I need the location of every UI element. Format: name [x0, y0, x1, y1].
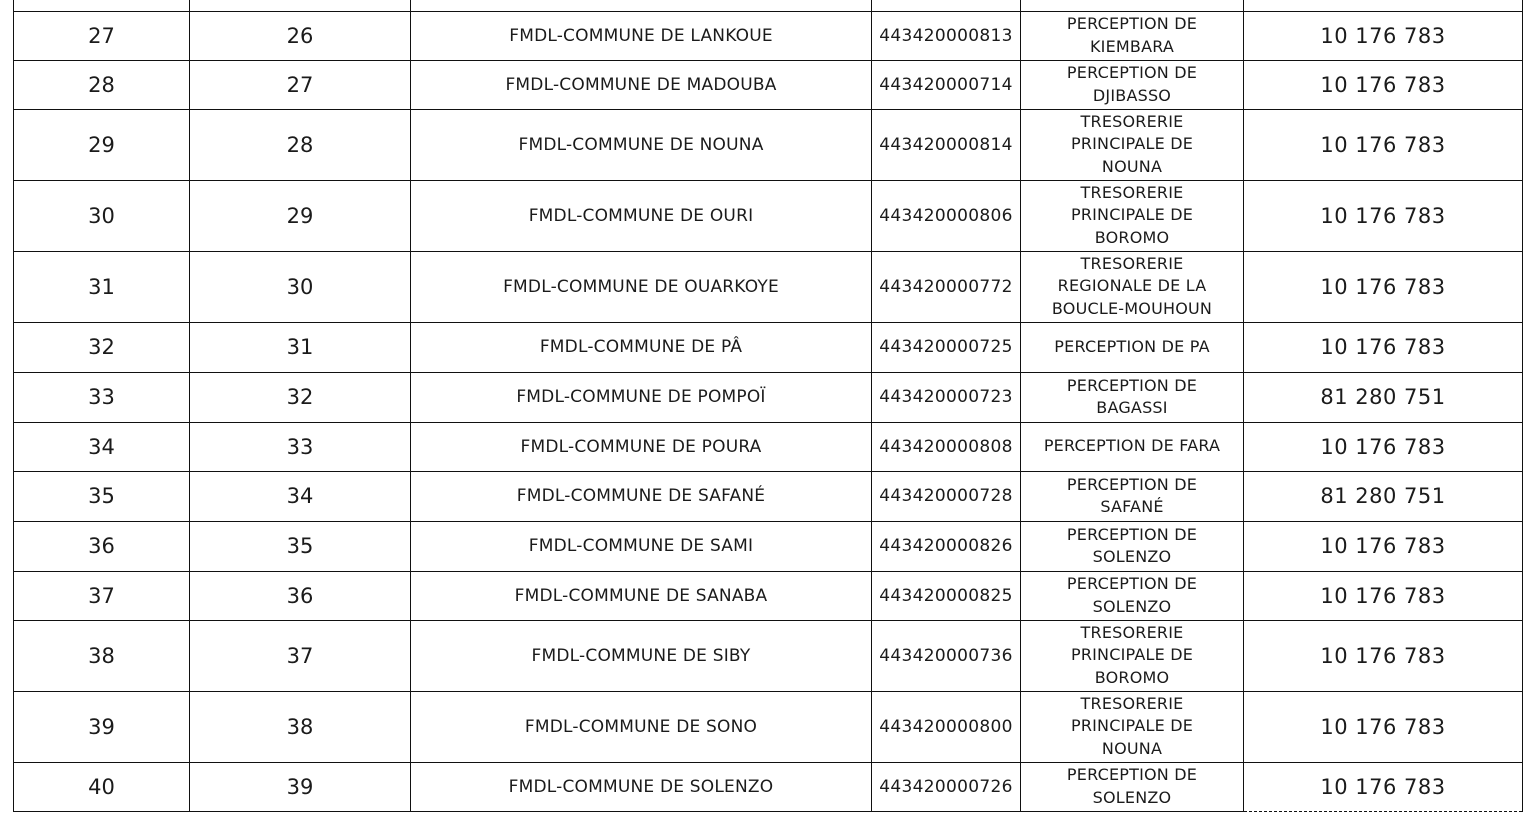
- account-number-cell: 443420000806: [872, 180, 1021, 251]
- amount-cell: 10 176 783: [1244, 762, 1523, 811]
- row-index-cell: 36: [190, 571, 411, 620]
- amount-cell: 10 176 783: [1244, 521, 1523, 571]
- paying-office-line: TRESORERIE: [1080, 693, 1184, 713]
- paying-office-line: BOUCLE-MOUHOUN: [1051, 298, 1213, 318]
- transfer-table: [13, 0, 1523, 812]
- paying-office-line: NOUNA: [1101, 738, 1163, 758]
- row-index-cell: 30: [190, 251, 411, 322]
- table-row: [14, 251, 1523, 322]
- table-row: [14, 109, 1523, 180]
- commune-name-cell: FMDL-COMMUNE DE SOLENZO: [411, 762, 872, 811]
- paying-office-line: PERCEPTION DE: [1066, 14, 1198, 33]
- row-index-cell: 28: [190, 109, 411, 180]
- paying-office-line: SOLENZO: [1092, 547, 1172, 566]
- paying-office-line: TRESORERIE: [1080, 253, 1184, 273]
- commune-name-cell: FMDL-COMMUNE DE SAFANÉ: [411, 471, 872, 521]
- paying-office-cell: [1021, 691, 1244, 762]
- amount-cell: 81 280 751: [1244, 372, 1523, 422]
- account-number-cell: 443420000808: [872, 422, 1021, 471]
- row-number-cell: 27: [14, 11, 190, 60]
- paying-office-cell: [1021, 180, 1244, 251]
- transfer-table-body: [14, 0, 1523, 811]
- amount-cell: 10 176 783: [1244, 109, 1523, 180]
- table-row: [14, 11, 1523, 60]
- amount-cell: 10 176 783: [1244, 322, 1523, 372]
- row-number-cell: 32: [14, 322, 190, 372]
- table-row: [14, 60, 1523, 109]
- row-number-cell: 39: [14, 691, 190, 762]
- row-index-cell: 26: [190, 11, 411, 60]
- table-row: [14, 521, 1523, 571]
- table-row: [14, 322, 1523, 372]
- amount-cell: 10 176 783: [1244, 620, 1523, 691]
- paying-office-line: PRINCIPALE DE: [1070, 645, 1194, 665]
- account-number-cell: 443420000725: [872, 322, 1021, 372]
- paying-office-cell: [1021, 471, 1244, 521]
- commune-name-cell: FMDL-COMMUNE DE OURI: [411, 180, 872, 251]
- paying-office-line: PRINCIPALE DE: [1070, 205, 1194, 225]
- paying-office-cell: [1021, 109, 1244, 180]
- paying-office-line: PERCEPTION DE: [1066, 574, 1198, 593]
- commune-name-cell: FMDL-COMMUNE DE POMPOÏ: [411, 372, 872, 422]
- row-index-cell: 29: [190, 180, 411, 251]
- account-number-cell: 443420000714: [872, 60, 1021, 109]
- paying-office-cell: [1021, 422, 1244, 471]
- table-row: [14, 422, 1523, 471]
- paying-office-cell: [1021, 571, 1244, 620]
- amount-cell: 10 176 783: [1244, 691, 1523, 762]
- paying-office-line: PERCEPTION DE: [1066, 474, 1198, 494]
- commune-name-cell: FMDL-COMMUNE DE PÂ: [411, 322, 872, 372]
- paying-office-cell: [1021, 60, 1244, 109]
- table-row: [14, 571, 1523, 620]
- row-number-cell: 33: [14, 372, 190, 422]
- amount-cell: 10 176 783: [1244, 251, 1523, 322]
- paying-office-line: TRESORERIE: [1080, 111, 1184, 131]
- paying-office-line: NOUNA: [1101, 156, 1163, 176]
- amount-cell: 10 176 783: [1244, 571, 1523, 620]
- paying-office-cell: [1021, 372, 1244, 422]
- paying-office-line: BAGASSI: [1096, 398, 1168, 417]
- amount-cell: 10 176 783: [1244, 11, 1523, 60]
- paying-office-line: PRINCIPALE DE: [1070, 716, 1194, 736]
- table-row: [14, 620, 1523, 691]
- account-number-cell: 443420000800: [872, 691, 1021, 762]
- paying-office-cell: [1021, 11, 1244, 60]
- paying-office-cell: [1021, 762, 1244, 811]
- account-number-cell: 443420000736: [872, 620, 1021, 691]
- row-number-cell: 31: [14, 251, 190, 322]
- commune-name-cell: FMDL-COMMUNE DE LANKOUE: [411, 11, 872, 60]
- paying-office-line: BOROMO: [1094, 227, 1170, 247]
- paying-office-line: TRESORERIE: [1080, 622, 1184, 642]
- row-index-cell: 39: [190, 762, 411, 811]
- commune-name-cell: FMDL-COMMUNE DE MADOUBA: [411, 60, 872, 109]
- account-number-cell: 443420000723: [872, 372, 1021, 422]
- paying-office-line: REGIONALE DE LA: [1057, 276, 1207, 296]
- table-row: [14, 180, 1523, 251]
- paying-office-cell: [1021, 322, 1244, 372]
- commune-name-cell: FMDL-COMMUNE DE SAMI: [411, 521, 872, 571]
- commune-name-cell: FMDL-COMMUNE DE POURA: [411, 422, 872, 471]
- paying-office-line: PERCEPTION DE: [1066, 375, 1198, 395]
- paying-office-line: BOROMO: [1094, 667, 1170, 687]
- amount-cell: 10 176 783: [1244, 422, 1523, 471]
- paying-office-line: PERCEPTION DE: [1066, 63, 1198, 82]
- row-number-cell: 40: [14, 762, 190, 811]
- paying-office-cell: [1021, 620, 1244, 691]
- paying-office-line: PRINCIPALE DE: [1070, 134, 1194, 154]
- row-index-cell: 31: [190, 322, 411, 372]
- account-number-cell: 443420000826: [872, 521, 1021, 571]
- row-index-cell: 32: [190, 372, 411, 422]
- amount-cell: 10 176 783: [1244, 60, 1523, 109]
- row-index-cell: 37: [190, 620, 411, 691]
- commune-name-cell: FMDL-COMMUNE DE NOUNA: [411, 109, 872, 180]
- commune-name-cell: FMDL-COMMUNE DE SIBY: [411, 620, 872, 691]
- row-number-cell: 36: [14, 521, 190, 571]
- paying-office-cell: [1021, 251, 1244, 322]
- paying-office-line: PERCEPTION DE: [1066, 765, 1198, 784]
- paying-office-line: SOLENZO: [1092, 787, 1172, 807]
- table-row: [14, 471, 1523, 521]
- paying-office-line: SOLENZO: [1092, 596, 1172, 616]
- paying-office-line: PERCEPTION DE FARA: [1043, 436, 1221, 456]
- row-number-cell: 38: [14, 620, 190, 691]
- row-number-cell: 29: [14, 109, 190, 180]
- paying-office-cell: [1021, 521, 1244, 571]
- row-index-cell: 34: [190, 471, 411, 521]
- row-index-cell: 35: [190, 521, 411, 571]
- account-number-cell: 443420000728: [872, 471, 1021, 521]
- amount-cell: 10 176 783: [1244, 180, 1523, 251]
- row-number-cell: 30: [14, 180, 190, 251]
- row-index-cell: 33: [190, 422, 411, 471]
- account-number-cell: 443420000772: [872, 251, 1021, 322]
- account-number-cell: 443420000825: [872, 571, 1021, 620]
- paying-office-line: SAFANÉ: [1100, 497, 1164, 516]
- paying-office-line: PERCEPTION DE: [1066, 524, 1198, 544]
- row-number-cell: 34: [14, 422, 190, 471]
- row-index-cell: 38: [190, 691, 411, 762]
- row-index-cell: 27: [190, 60, 411, 109]
- amount-cell: 81 280 751: [1244, 471, 1523, 521]
- account-number-cell: 443420000726: [872, 762, 1021, 811]
- account-number-cell: 443420000813: [872, 11, 1021, 60]
- table-row: [14, 762, 1523, 811]
- table-row-partial: [14, 0, 1523, 11]
- row-number-cell: 28: [14, 60, 190, 109]
- table-row: [14, 691, 1523, 762]
- row-number-cell: 35: [14, 471, 190, 521]
- commune-name-cell: FMDL-COMMUNE DE SONO: [411, 691, 872, 762]
- paying-office-line: DJIBASSO: [1092, 85, 1172, 105]
- commune-name-cell: FMDL-COMMUNE DE SANABA: [411, 571, 872, 620]
- row-number-cell: 37: [14, 571, 190, 620]
- paying-office-line: KIEMBARA: [1089, 36, 1175, 56]
- account-number-cell: 443420000814: [872, 109, 1021, 180]
- paying-office-line: TRESORERIE: [1080, 182, 1184, 202]
- paying-office-line: PERCEPTION DE PA: [1054, 336, 1210, 356]
- commune-name-cell: FMDL-COMMUNE DE OUARKOYE: [411, 251, 872, 322]
- table-row: [14, 372, 1523, 422]
